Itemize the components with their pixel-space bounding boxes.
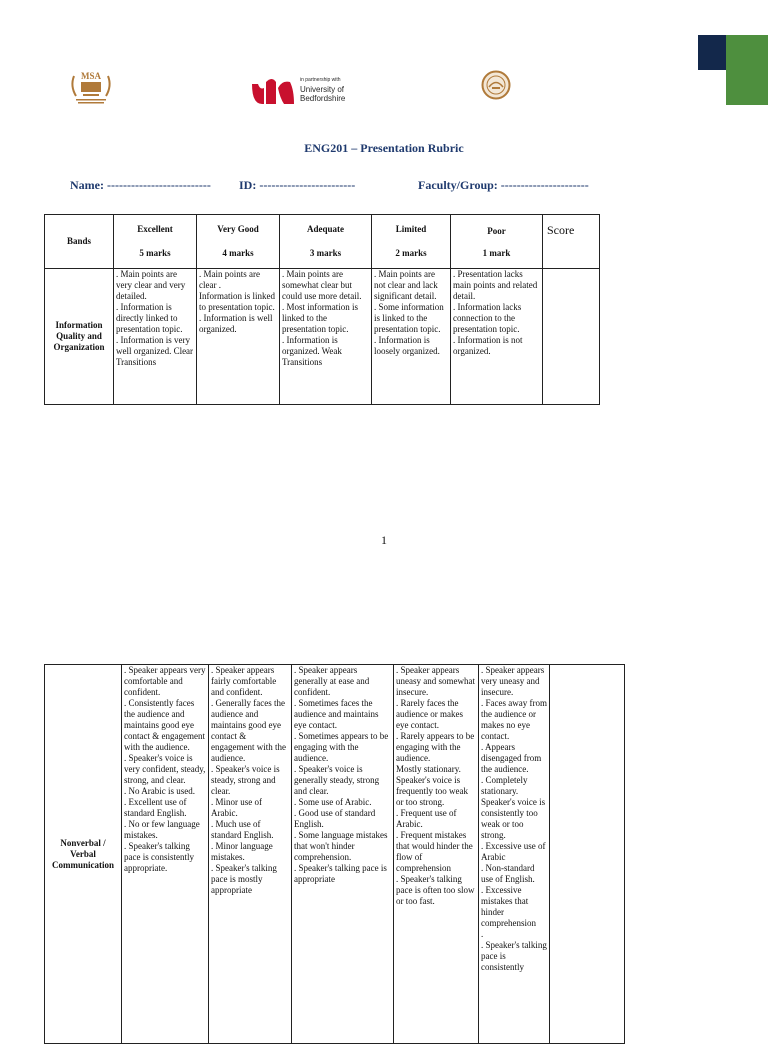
page-number: 1 [381, 533, 387, 547]
corner-navy-block [698, 35, 726, 70]
band-label: Information Quality and Organization [45, 269, 114, 405]
document-title: ENG201 – Presentation Rubric [304, 141, 464, 155]
bands-header: Bands [45, 215, 114, 269]
score-cell[interactable] [550, 665, 625, 1044]
col-marks: 4 marks [222, 248, 254, 258]
score-header: Score [543, 215, 600, 269]
uob-name-line2: Bedfordshire [300, 94, 346, 103]
criteria-cell-very-good: . Main points are clear . Information is linked to presentation topic. . Information is well organized. [197, 269, 280, 405]
rubric-header-row [45, 215, 600, 269]
col-header-limited [372, 215, 451, 269]
col-marks: 5 marks [139, 248, 171, 258]
criteria-cell-poor: . Presentation lacks main points and related detail. . Information lacks connection to the presentation topic. . Information is not organized. [451, 269, 543, 405]
col-marks: 2 marks [395, 248, 427, 258]
rubric-row-information-quality [45, 269, 600, 405]
criteria-cell-poor: . Speaker appears very uneasy and insecure. . Faces away from the audience or makes no eye contact. . Appears disengaged from the audience. . Completely stationary. Speaker's voice is consistently too weak or too strong. . Excessive use of Arabic . Non-standard use of English. . Excessive mistakes that hinder comprehension . . Speaker's talking pace is consistently [479, 665, 550, 1044]
col-marks: 1 mark [482, 248, 511, 258]
col-label: Very Good [217, 224, 259, 234]
col-header-adequate [280, 215, 372, 269]
criteria-cell-adequate: . Main points are somewhat clear but could use more detail. . Most information is linked to the presentation topic. . Information is organized. Weak Transitions [280, 269, 372, 405]
col-header-poor [451, 215, 543, 269]
msa-logo [68, 68, 114, 108]
corner-green-block [726, 35, 768, 105]
faculty-group-field-label: Faculty/Group: ---------------------- [418, 178, 589, 192]
svg-text:MSA: MSA [81, 71, 101, 81]
criteria-cell-very-good: . Speaker appears fairly comfortable and confident. . Generally faces the audience and maintains good eye contact & engagement with the audience. . Speaker's voice is steady, strong and clear. . Minor use of Arabic. . Much use of standard English. . Minor language mistakes. . Speaker's talking pace is mostly appropriate [209, 665, 292, 1044]
col-header-excellent [114, 215, 197, 269]
col-label: Limited [395, 224, 427, 234]
rubric-table-page2 [44, 664, 625, 1044]
criteria-cell-excellent: . Speaker appears very comfortable and confident. . Consistently faces the audience and maintains good eye contact & engagement with the audience. . Speaker's voice is very confident, steady, strong, and clear. . No Arabic is used. . Excellent use of standard English. . No or few language mistakes. . Speaker's talking pace is consistently appropriate. [122, 665, 209, 1044]
seal-logo [481, 70, 511, 100]
criteria-cell-limited: . Speaker appears uneasy and somewhat insecure. . Rarely faces the audience or makes eye contact. . Rarely appears to be engaging with the audience. Mostly stationary. Speaker's voice is frequently too weak or too strong. . Frequent use of Arabic. . Frequent mistakes that would hinder the flow of comprehension . Speaker's talking pace is often too slow or too fast. [394, 665, 479, 1044]
criteria-cell-limited: . Main points are not clear and lack significant detail. . Some information is linked to the presentation topic. . Information is loosely organized. [372, 269, 451, 405]
uob-name-line1: University of [300, 85, 345, 94]
col-header-very-good [197, 215, 280, 269]
rubric-table [44, 214, 600, 405]
score-cell[interactable] [543, 269, 600, 405]
band-label: Nonverbal / Verbal Communication [45, 665, 122, 1044]
col-marks: 3 marks [309, 248, 342, 258]
col-label: Poor [487, 226, 506, 236]
rubric-row-nonverbal-verbal [45, 665, 625, 1044]
id-field-label: ID: ------------------------ [239, 178, 356, 192]
col-label: Adequate [306, 224, 344, 234]
col-label: Excellent [137, 224, 173, 234]
name-field-label: Name: -------------------------- [70, 178, 211, 192]
university-of-bedfordshire-logo [250, 72, 350, 108]
criteria-cell-adequate: . Speaker appears generally at ease and confident. . Sometimes faces the audience and maintains eye contact. . Sometimes appears to be engaging with the audience. . Speaker's voice is generally steady, strong and clear. . Some use of Arabic. . Good use of standard English. . Some language mistakes that won't hinder comprehension. . Speaker's talking pace is appropriate [292, 665, 394, 1044]
uob-partner-text: in partnership with [300, 77, 341, 83]
criteria-cell-excellent: . Main points are very clear and very detailed. . Information is directly linked to presentation topic. . Information is very well organized. Clear Transitions [114, 269, 197, 405]
